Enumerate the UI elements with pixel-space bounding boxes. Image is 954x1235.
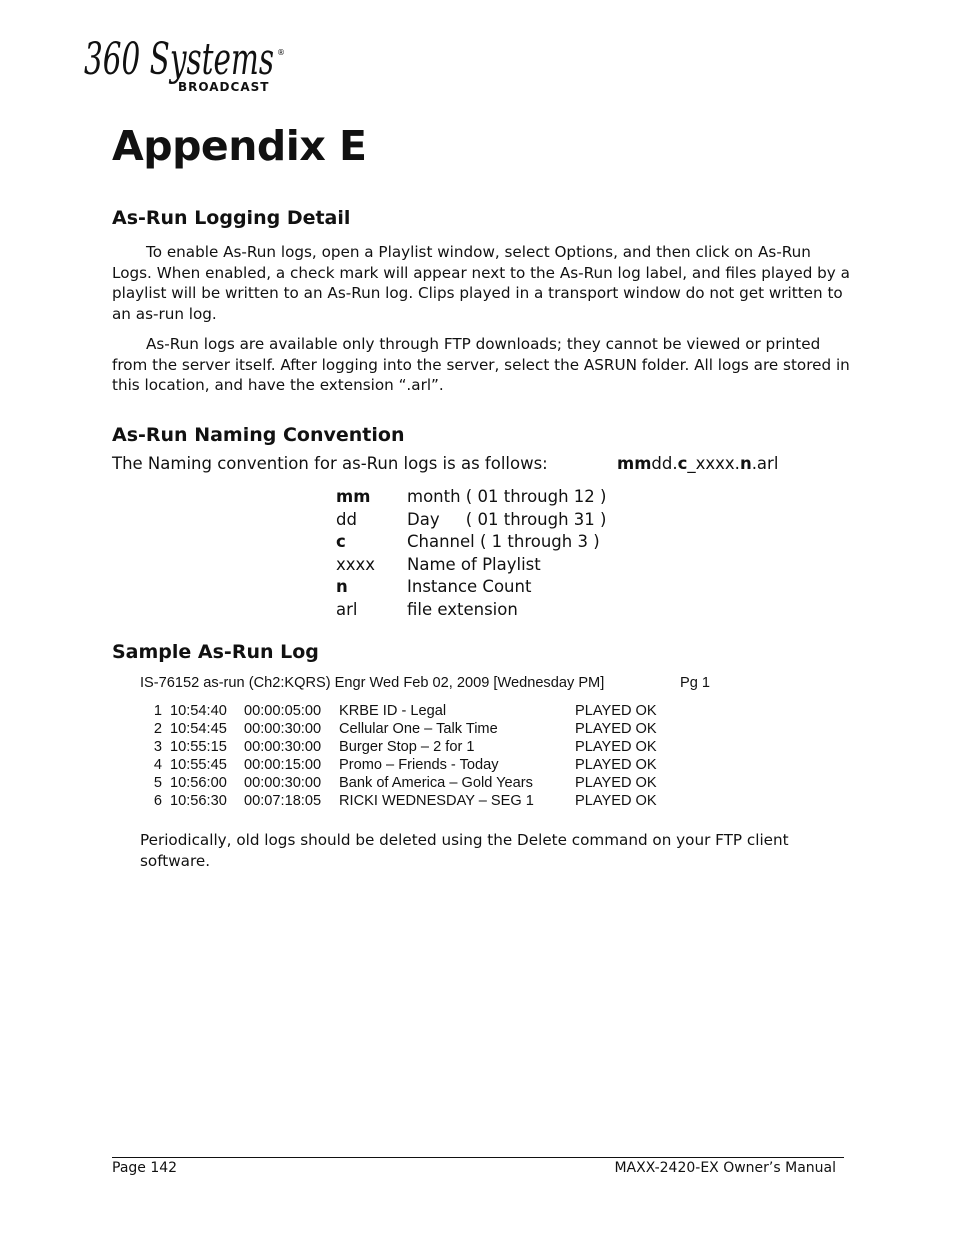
naming-convention-line bbox=[112, 454, 852, 476]
log-time: 10:54:45 bbox=[170, 721, 227, 737]
code-key: n bbox=[336, 577, 348, 596]
log-time: 10:56:00 bbox=[170, 775, 227, 791]
footer-manual-title: MAXX-2420-EX Owner’s Manual bbox=[614, 1160, 836, 1176]
log-status: PLAYED OK bbox=[575, 739, 657, 755]
logging-paragraph-1 bbox=[112, 242, 852, 324]
code-desc: month ( 01 through 12 ) bbox=[407, 487, 607, 506]
log-duration: 00:00:30:00 bbox=[244, 721, 322, 737]
logging-paragraph-1-text: To enable As-Run logs, open a Playlist window, select Options, and then click on As-Run Logs. When enabled, a check mark will appear next to the As-Run log label, and files played by a playlist will be written to an As-Run log. Clips played in a transport window do not get written to an as-run log. bbox=[112, 243, 850, 323]
code-key: xxxx bbox=[336, 554, 376, 574]
log-status: PLAYED OK bbox=[575, 703, 657, 719]
code-desc: Instance Count bbox=[407, 577, 532, 596]
code-desc: file extension bbox=[407, 599, 518, 619]
logo-brand-text: 360 Systems bbox=[84, 34, 274, 85]
log-time: 10:56:30 bbox=[170, 793, 227, 809]
closing-paragraph: Periodically, old logs should be deleted using the Delete command on your FTP client software. bbox=[140, 831, 789, 870]
code-desc: Name of Playlist bbox=[407, 554, 541, 574]
log-header-page: Pg 1 bbox=[680, 675, 711, 691]
log-title: Bank of America – Gold Years bbox=[339, 775, 533, 791]
log-title: Burger Stop – 2 for 1 bbox=[339, 739, 475, 755]
pattern-ext: .arl bbox=[751, 454, 779, 473]
log-num: 5 bbox=[153, 775, 162, 791]
log-num: 2 bbox=[153, 721, 162, 737]
pattern-dd: dd. bbox=[651, 454, 678, 473]
log-duration: 00:00:30:00 bbox=[244, 739, 322, 755]
naming-pattern bbox=[617, 454, 778, 473]
log-title: RICKI WEDNESDAY – SEG 1 bbox=[339, 793, 534, 809]
log-header-text: IS-76152 as-run (Ch2:KQRS) Engr Wed Feb 02, 2009 [Wednesday PM] bbox=[140, 675, 605, 691]
log-title: Promo – Friends - Today bbox=[339, 757, 499, 773]
code-key: mm bbox=[336, 487, 371, 506]
company-logo bbox=[80, 30, 290, 98]
section-heading-logging: As-Run Logging Detail bbox=[112, 207, 351, 229]
naming-intro: The Naming convention for as-Run logs is as follows: bbox=[112, 454, 548, 473]
log-duration: 00:00:30:00 bbox=[244, 775, 322, 791]
footer-divider bbox=[112, 1157, 844, 1158]
log-num: 1 bbox=[153, 703, 162, 719]
log-title: KRBE ID - Legal bbox=[339, 703, 447, 719]
log-status: PLAYED OK bbox=[575, 793, 657, 809]
code-key: c bbox=[336, 532, 346, 551]
pattern-mm: mm bbox=[617, 454, 652, 473]
log-num: 4 bbox=[153, 757, 162, 773]
logging-paragraph-2 bbox=[112, 334, 852, 396]
logo-sub-text: BROADCAST bbox=[178, 80, 270, 94]
log-time: 10:55:15 bbox=[170, 739, 227, 755]
pattern-n: n bbox=[739, 454, 752, 473]
footer-page-number: Page 142 bbox=[112, 1160, 178, 1176]
log-title: Cellular One – Talk Time bbox=[339, 721, 498, 737]
logging-paragraph-2-text: As-Run logs are available only through FTP downloads; they cannot be viewed or printed from the server itself. After logging into the server, select the ASRUN folder. All logs are stored in this location, and have the extension “.arl”. bbox=[112, 335, 850, 394]
log-num: 6 bbox=[153, 793, 162, 809]
logo-registered-mark: ® bbox=[277, 48, 285, 57]
code-key: arl bbox=[336, 599, 358, 619]
log-duration: 00:00:15:00 bbox=[244, 757, 322, 773]
log-status: PLAYED OK bbox=[575, 757, 657, 773]
log-num: 3 bbox=[153, 739, 162, 755]
pattern-c: c bbox=[677, 454, 688, 473]
code-desc: Channel ( 1 through 3 ) bbox=[407, 532, 600, 551]
log-duration: 00:07:18:05 bbox=[244, 793, 322, 809]
log-time: 10:55:45 bbox=[170, 757, 227, 773]
log-status: PLAYED OK bbox=[575, 775, 657, 791]
log-status: PLAYED OK bbox=[575, 721, 657, 737]
pattern-xxxx: _xxxx. bbox=[687, 454, 740, 473]
page-title: Appendix E bbox=[112, 122, 367, 170]
log-duration: 00:00:05:00 bbox=[244, 703, 322, 719]
log-time: 10:54:40 bbox=[170, 703, 227, 719]
section-heading-sample: Sample As-Run Log bbox=[112, 641, 319, 663]
code-key: dd bbox=[336, 509, 357, 529]
section-heading-naming: As-Run Naming Convention bbox=[112, 424, 405, 446]
code-desc: Day ( 01 through 31 ) bbox=[407, 509, 607, 529]
